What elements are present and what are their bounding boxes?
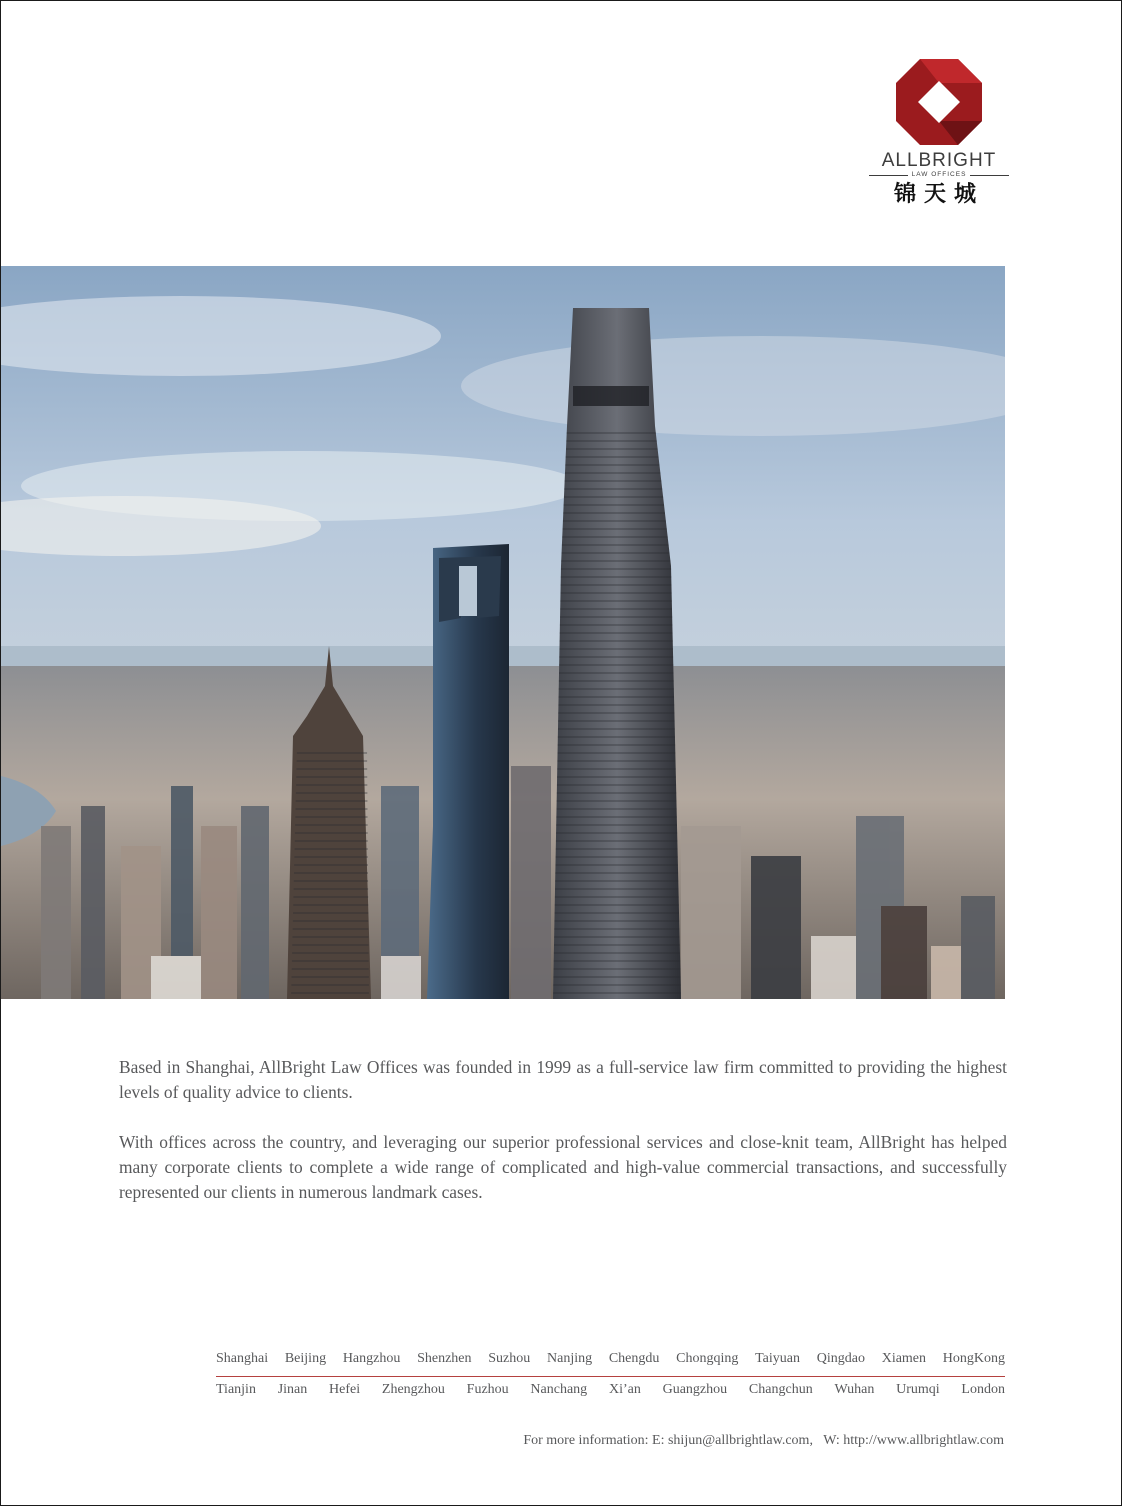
city-name: London: [961, 1382, 1005, 1397]
city-name: Nanchang: [530, 1382, 588, 1397]
brand-subtitle-row: [869, 171, 1009, 179]
city-name: Chengdu: [608, 1351, 660, 1366]
shanghai-skyline-photo: [1, 266, 1005, 999]
city-name: Changchun: [748, 1382, 813, 1397]
contact-info: For more information: E: shijun@allbrightlaw.com, W: http://www.allbrightlaw.com: [523, 1433, 1004, 1448]
city-name: Suzhou: [488, 1351, 531, 1366]
city-name: HongKong: [942, 1351, 1005, 1366]
city-name: Fuzhou: [466, 1382, 509, 1397]
city-name: Beijing: [284, 1351, 327, 1366]
city-name: Qingdao: [816, 1351, 865, 1366]
subtitle-rule-left: [869, 175, 908, 176]
allbright-logo: [869, 57, 1009, 208]
city-name: Taiyuan: [755, 1351, 801, 1366]
brand-chinese-name: 锦天城: [893, 182, 984, 207]
city-list-row-2: [216, 1382, 1005, 1398]
city-name: Jinan: [277, 1382, 308, 1397]
city-name: Shenzhen: [417, 1351, 472, 1366]
city-name: Wuhan: [834, 1382, 875, 1397]
city-name: Guangzhou: [662, 1382, 728, 1397]
offices-paragraph: With offices across the country, and leveraging our superior professional services and close-knit team, AllBright has helped many corporate clients to complete a wide range of complicated and high-value commercial transactions, and successfully represented our clients in numerous landmark cases.: [119, 1132, 1007, 1202]
city-list-row-1: [216, 1351, 1005, 1367]
subtitle-rule-right: [970, 175, 1009, 176]
city-name: Chongqing: [676, 1351, 739, 1366]
city-name: Zhengzhou: [381, 1382, 445, 1397]
city-name: Hangzhou: [342, 1351, 401, 1366]
brand-subtitle: LAW OFFICES: [911, 171, 967, 178]
city-name: Hefei: [329, 1382, 361, 1397]
body-copy: [119, 1055, 1007, 1230]
intro-paragraph: Based in Shanghai, AllBright Law Offices was founded in 1999 as a full-service law firm committed to providing the highest levels of quality advice to clients.: [119, 1057, 1007, 1102]
city-divider-rule: [216, 1376, 1005, 1377]
city-name: Shanghai: [216, 1351, 269, 1366]
city-name: Tianjin: [216, 1382, 256, 1397]
city-name: Xi’an: [608, 1382, 641, 1397]
brand-name: ALLBRIGHT: [881, 150, 997, 171]
city-name: Nanjing: [547, 1351, 593, 1366]
allbright-emblem-icon: [894, 57, 984, 147]
city-name: Urumqi: [896, 1382, 940, 1397]
city-name: Xiamen: [881, 1351, 927, 1366]
